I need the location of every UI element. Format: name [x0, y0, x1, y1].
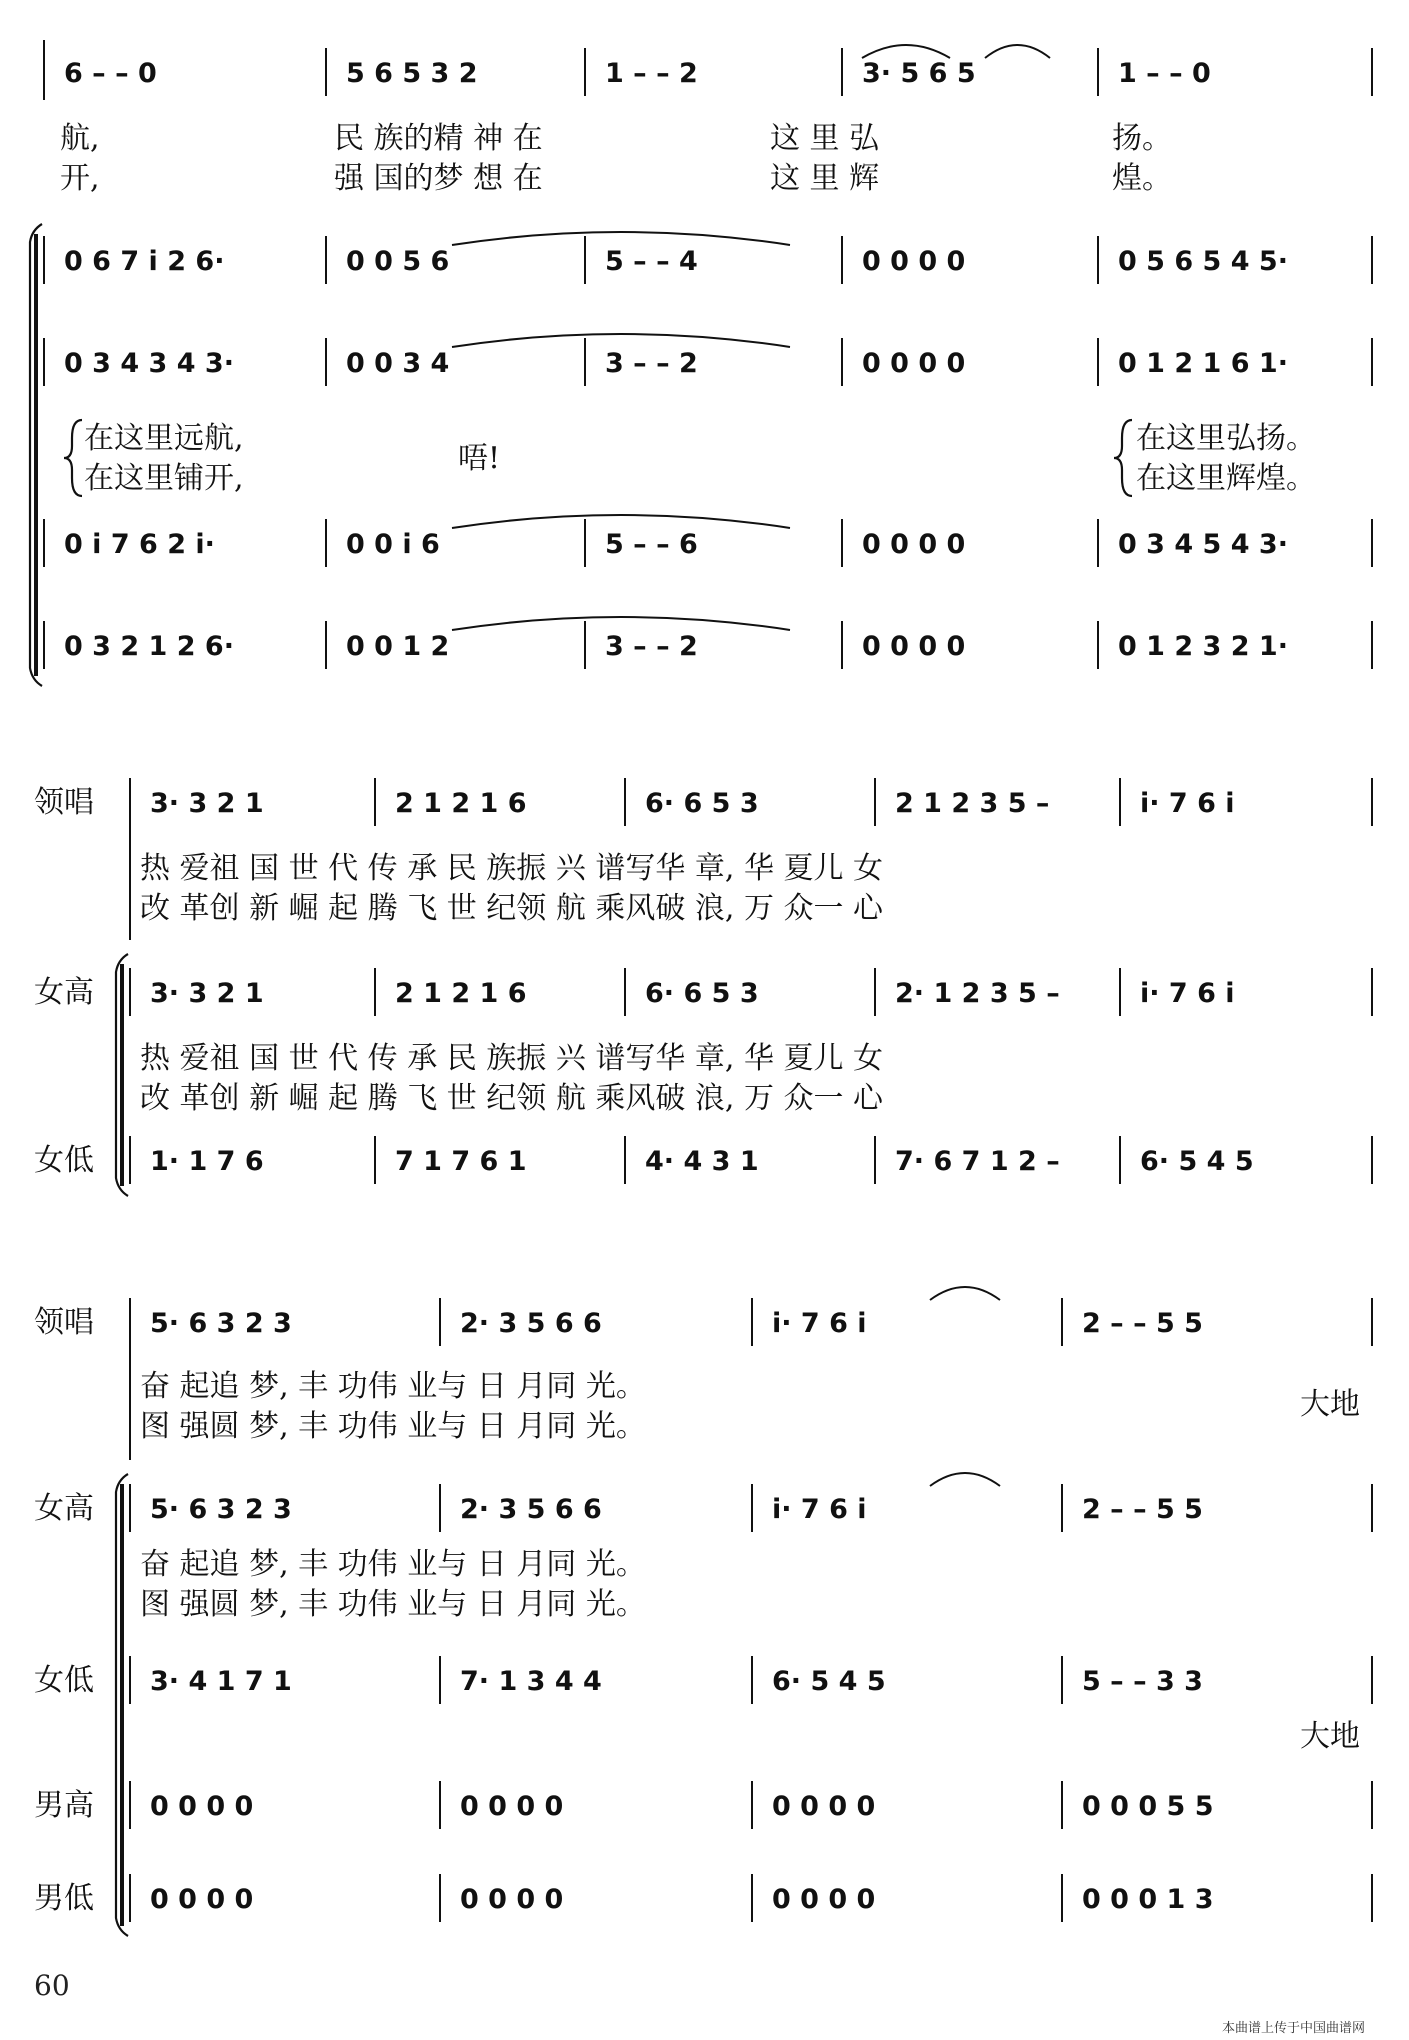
slur [930, 1287, 1000, 1300]
notation-measure: 5 6 5 3 2 [346, 58, 478, 89]
notation-measure: 3· 3 2 1 [150, 788, 264, 819]
lyric-v2: 图 强圆 梦, 丰 功伟 业与 日 月同 光。 [140, 1587, 646, 1622]
notation-measure: i· 7 6 i [1140, 978, 1235, 1009]
notation-measure: 5 – – 6 [605, 529, 698, 560]
part-label: 男高 [34, 1788, 94, 1823]
notation-measure: 2 1 2 3 5 – [895, 788, 1050, 819]
notation-measure: 6 – – 0 [64, 58, 157, 89]
notation-measure: 7· 1 3 4 4 [460, 1666, 602, 1697]
notation-measure: 5· 6 3 2 3 [150, 1494, 292, 1525]
notation-measure: 0 0 3 4 [346, 348, 450, 379]
part-label: 女低 [34, 1663, 94, 1698]
notation-measure: 1· 1 7 6 [150, 1146, 264, 1177]
lyric-v2: 图 强圆 梦, 丰 功伟 业与 日 月同 光。 [140, 1409, 646, 1444]
notation-measure: 0 0 1 2 [346, 631, 450, 662]
notation-measure: 0 0 5 6 [346, 246, 450, 277]
notation-measure: 0 0 0 0 [862, 529, 966, 560]
notation-measure: 1 – – 2 [605, 58, 698, 89]
notation-measure: i· 7 6 i [1140, 788, 1235, 819]
lyric-v2: 煌。 [1112, 161, 1172, 196]
slur [985, 45, 1050, 58]
notation-measure: 0 0 0 0 [460, 1791, 564, 1822]
notation-measure: i· 7 6 i [772, 1494, 867, 1525]
slur [452, 617, 790, 630]
notation-measure: 2 1 2 1 6 [395, 788, 527, 819]
notation-measure: 2· 3 5 6 6 [460, 1494, 602, 1525]
notation-measure: 3· 3 2 1 [150, 978, 264, 1009]
lyric-v2: 这 里 辉 [770, 161, 880, 196]
lyric-v2: 改 革创 新 崛 起 腾 飞 世 纪领 航 乘风破 浪, 万 众一 心 [140, 1081, 884, 1116]
system-brace [64, 420, 82, 496]
notation-measure: 5 – – 3 3 [1082, 1666, 1203, 1697]
notation-measure: 5· 6 3 2 3 [150, 1308, 292, 1339]
choir-lyric: 在这里弘扬。 [1136, 421, 1316, 456]
notation-measure: 0 0 0 0 [772, 1884, 876, 1915]
notation-measure: 5 – – 4 [605, 246, 698, 277]
notation-measure: 0 1 2 3 2 1· [1118, 631, 1288, 662]
lyric-v1: 这 里 弘 [770, 121, 880, 156]
lyric-v1: 航, [60, 121, 100, 156]
lyric-v2: 开, [60, 161, 100, 196]
notation-measure: 4· 4 3 1 [645, 1146, 759, 1177]
notation-measure: 7· 6 7 1 2 – [895, 1146, 1060, 1177]
notation-measure: 3 – – 2 [605, 348, 698, 379]
lyric-v2: 改 革创 新 崛 起 腾 飞 世 纪领 航 乘风破 浪, 万 众一 心 [140, 891, 884, 926]
notation-measure: 6· 5 4 5 [1140, 1146, 1254, 1177]
notation-measure: 1 – – 0 [1118, 58, 1211, 89]
lyric-v1: 奋 起追 梦, 丰 功伟 业与 日 月同 光。 [140, 1369, 646, 1404]
notation-measure: 6· 6 5 3 [645, 788, 759, 819]
choir-lyric: 在这里铺开, [84, 461, 244, 496]
notation-measure: 0 0 0 0 [460, 1884, 564, 1915]
part-label: 领唱 [34, 785, 94, 820]
notation-measure: 2· 1 2 3 5 – [895, 978, 1060, 1009]
notation-measure: 0 0 0 0 [772, 1791, 876, 1822]
notation-measure: 0 0 0 0 [862, 348, 966, 379]
notation-measure: 2 – – 5 5 [1082, 1308, 1203, 1339]
notation-measure: 0 3 4 5 4 3· [1118, 529, 1288, 560]
notation-measure: 0 0 0 0 [862, 246, 966, 277]
notation-measure: 3· 4 1 7 1 [150, 1666, 292, 1697]
notation-measure: 3· 5 6 5 [862, 58, 976, 89]
lyric-v1: 奋 起追 梦, 丰 功伟 业与 日 月同 光。 [140, 1547, 646, 1582]
choir-lyric: 唔! [458, 441, 501, 476]
part-label: 女高 [34, 975, 94, 1010]
notation-measure: 7 1 7 6 1 [395, 1146, 527, 1177]
notation-measure: 0 6 7 i 2 6· [64, 246, 225, 277]
part-label: 女低 [34, 1143, 94, 1178]
notation-measure: 6· 6 5 3 [645, 978, 759, 1009]
notation-measure: 0 5 6 5 4 5· [1118, 246, 1288, 277]
choir-lyric: 在这里远航, [84, 421, 244, 456]
lyric-dadi: 大地 [1300, 1387, 1360, 1422]
notation-measure: 0 0 0 0 [862, 631, 966, 662]
notation-measure: 0 0 0 0 [150, 1884, 254, 1915]
slur [862, 45, 950, 58]
choir-lyric: 在这里辉煌。 [1136, 461, 1316, 496]
slur [930, 1473, 1000, 1486]
notation-measure: 0 3 4 3 4 3· [64, 348, 234, 379]
lyric-v1: 扬。 [1112, 121, 1172, 156]
part-label: 男低 [34, 1881, 94, 1916]
watermark-brand: 中国曲谱网 [1300, 2021, 1366, 2036]
notation-measure: 0 0 0 0 [150, 1791, 254, 1822]
page-number: 60 [34, 1969, 70, 2002]
notation-measure: 0 1 2 1 6 1· [1118, 348, 1288, 379]
notation-measure: 0 0 0 5 5 [1082, 1791, 1214, 1822]
notation-measure: 0 0 0 1 3 [1082, 1884, 1214, 1915]
part-label: 女高 [34, 1491, 94, 1526]
slur [452, 515, 790, 528]
notation-measure: 2 1 2 1 6 [395, 978, 527, 1009]
lyric-v1: 民 族的精 神 在 [334, 121, 543, 156]
notation-measure: 0 3 2 1 2 6· [64, 631, 234, 662]
notation-measure: i· 7 6 i [772, 1308, 867, 1339]
slur [452, 232, 790, 245]
notation-measure: 0 0 i 6 [346, 529, 440, 560]
lyric-dadi: 大地 [1300, 1719, 1360, 1754]
notation-measure: 2 – – 5 5 [1082, 1494, 1203, 1525]
lyric-v1: 热 爱祖 国 世 代 传 承 民 族振 兴 谱写华 章, 华 夏儿 女 [140, 851, 884, 886]
notation-measure: 3 – – 2 [605, 631, 698, 662]
notation-measure: 2· 3 5 6 6 [460, 1308, 602, 1339]
notation-measure: 0 i 7 6 2 i· [64, 529, 215, 560]
lyric-v2: 强 国的梦 想 在 [334, 161, 543, 196]
lyric-v1: 热 爱祖 国 世 代 传 承 民 族振 兴 谱写华 章, 华 夏儿 女 [140, 1041, 884, 1076]
slur [452, 334, 790, 347]
system-brace [1114, 420, 1132, 496]
part-label: 领唱 [34, 1305, 94, 1340]
watermark-text: 本曲谱上传于 [1222, 2021, 1301, 2036]
notation-measure: 6· 5 4 5 [772, 1666, 886, 1697]
